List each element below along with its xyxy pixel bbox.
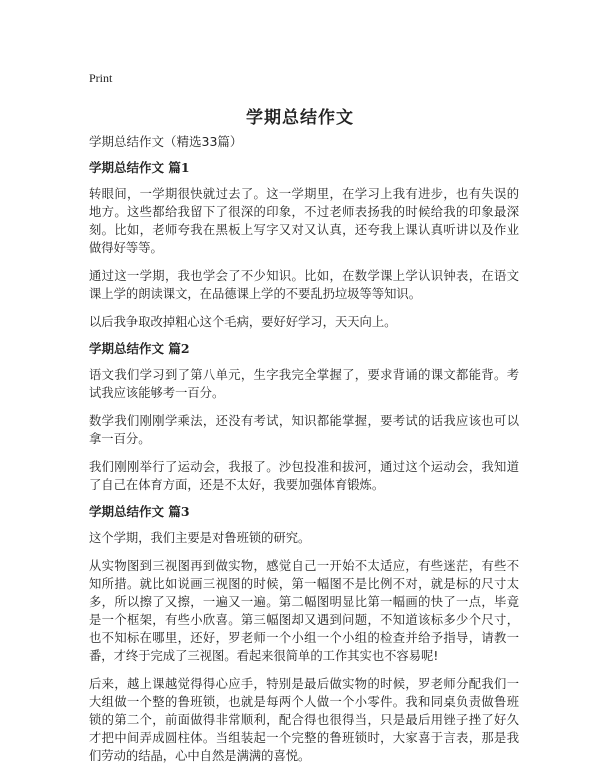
page-title: 学期总结作文 [246, 108, 354, 128]
paragraph: 语文我们学习到了第八单元，生字我完全掌握了，要求背诵的课文都能背。考试我应该能够考一百分。 [89, 368, 519, 400]
paragraph: 后来，越上课越觉得得心应手，特别是最后做实物的时候，罗老师分配我们一大组做一个整的鲁班锁，也就是每两个人做一个小零件。我和同桌负责做鲁班锁的第二个，前面做得非常顺利，配合得也很得当，只是最后用锉子挫了好久才把中间弄成圆柱体。当组装起一个完整的鲁班锁时，大家喜于言表，那是我们劳动的结晶，心中自然是满满的喜悦。 [89, 677, 519, 763]
paragraph: 这个学期，我们主要是对鲁班锁的研究。 [89, 531, 311, 545]
paragraph: 从实物图到三视图再到做实物，感觉自己一开始不太适应，有些迷茫，有些不知所措。就比如说画三视图的时候，第一幅图不是比例不对，就是标的尺寸太多，所以擦了又擦，一遍又一遍。第二幅图明显比第一幅画的快了一点，毕竟是一个框架，有些小欣喜。第三幅图却又遇到问题，不知道该标多少个尺寸，也不知标在哪里，还好，罗老师一个小组一个小组的检查并给予指导，请教一番，才终于完成了三视图。看起来很简单的工作其实也不容易呢! [89, 559, 519, 663]
paragraph: 转眼间，一学期很快就过去了。这一学期里，在学习上我有进步，也有失误的地方。这些都给我留下了很深的印象，不过老师表扬我的时候给我的印象最深刻。比如，老师夸我在黑板上写字又对又认真，还夸我上课认真听讲以及作业做得好等等。 [89, 187, 519, 255]
paragraph: 我们刚刚举行了运动会，我报了。沙包投准和拔河，通过这个运动会，我知道了自己在体育方面，还是不太好，我要加强体育锻炼。 [89, 460, 519, 492]
section-3 [89, 504, 519, 765]
paragraph: 数学我们刚刚学乘法，还没有考试，知识都能掌握，要考试的话我应该也可以拿一百分。 [89, 414, 519, 446]
print-link[interactable]: Print [89, 71, 113, 85]
article-body [89, 134, 519, 775]
section-heading: 学期总结作文 篇3 [89, 504, 190, 519]
paragraph: 通过这一学期，我也学会了不少知识。比如，在数学课上学认识钟表，在语文课上学的朗读课文，在品德课上学的不要乱扔垃圾等等知识。 [89, 269, 519, 301]
section-heading: 学期总结作文 篇1 [89, 160, 190, 175]
paragraph: 以后我争取改掉粗心这个毛病，要好好学习，天天向上。 [89, 315, 397, 329]
section-2 [89, 341, 519, 494]
article-subtitle: 学期总结作文（精选33篇） [89, 134, 243, 149]
section-1 [89, 160, 519, 331]
section-heading: 学期总结作文 篇2 [89, 341, 190, 356]
